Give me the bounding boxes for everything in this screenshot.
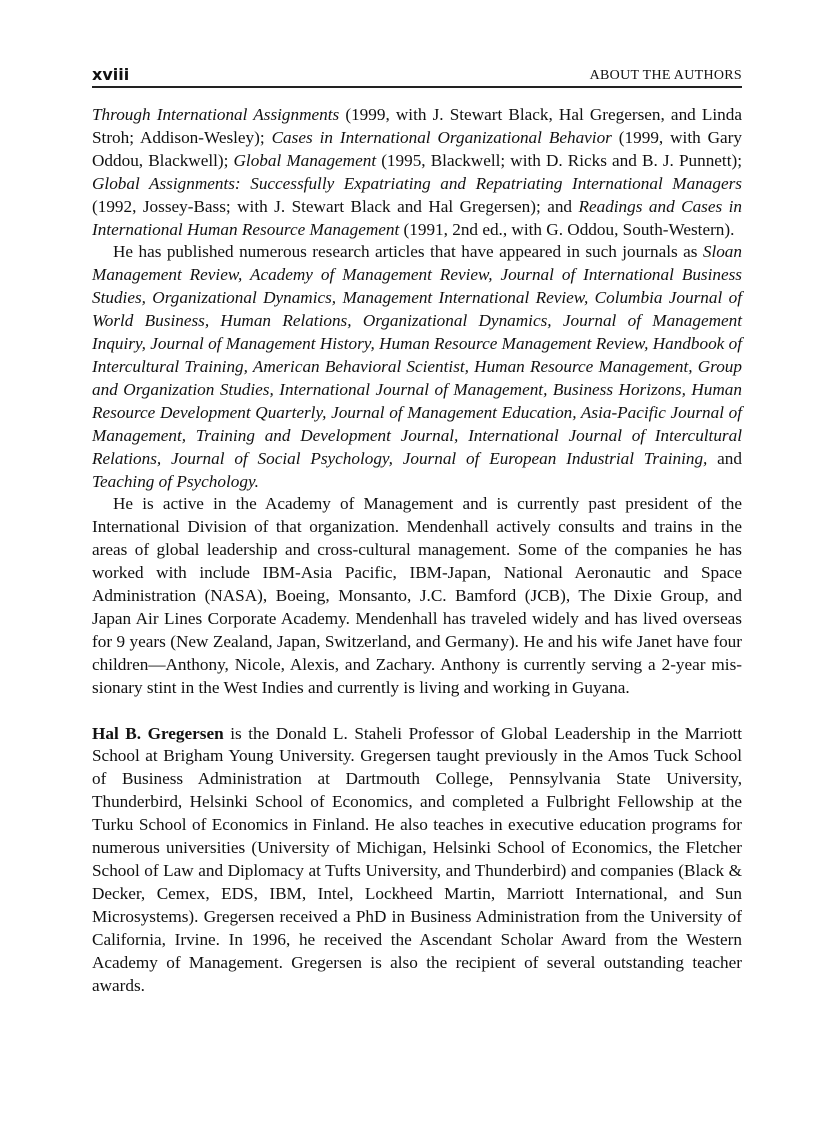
italic-title: Teaching of Psychology. [92,471,259,491]
text-run: and [707,448,742,468]
paragraph-gregersen-bio [92,723,742,998]
running-header [92,64,742,88]
text-run: (1995, Blackwell; with D. Ricks and B. J. Punnett); [376,150,742,170]
text-run: He has published numerous research articles that have appeared in such journals as [113,242,703,262]
text-run: He is active in the Academy of Management and is currently past president of the International Division of that organization. Mendenhall actively consults and trains in the areas of global leadership and cross-cultural management. Some of the companies he has worked with include IBM-Asia Pacific, IBM-Japan, National Aeronautic and Space Administration (NASA), Boeing, Monsanto, J.C. Bamford (JCB), The Dixie Group, and Japan Air Lines Corporate Academy. Mendenhall has traveled widely and has lived overseas for 9 years (New Zealand, Japan, Switzerland, and Germany). He and his wife Janet have four children—Anthony, Nicole, Alexis, and Zachary. Anthony is currently serving a 2-year missionary stint in the West Indies and currently is living and working in Guyana. [92,494,742,697]
page-number: xviii [92,65,130,84]
author-name: Hal B. Gregersen [92,723,224,743]
italic-title: Through International Assignments [92,105,340,124]
text-run: is the Donald L. Staheli Professor of Global Leadership in the Marriott School at Brigham Young University. Gregersen taught previously in the Amos Tuck School of Business Administration at Dartmouth College, Pennsylvania State University, Thunderbird, Helsinki School of Economics, and completed a Fulbright Fellowship at the Turku School of Economics in Finland. He also teaches in executive education programs for numerous universities (University of Michigan, Helsinki School of Economics, the Fletcher School of Law and Diplomacy at Tufts University, and Thunderbird) and companies (Black & Decker, Cemex, EDS, IBM, Intel, Lockheed Martin, Marriott International, and Sun Microsystems). Gregersen received a PhD in Business Administration from the University of California, Irvine. In 1996, he received the Ascendant Scholar Award from the Western Academy of Management. Gregersen is also the recipient of several outstanding teacher awards. [92,723,743,995]
body-text [92,104,742,997]
document-page [92,64,742,997]
italic-title: Readings and Cases in International Human Resource Management [92,196,743,239]
section-title: ABOUT THE AUTHORS [589,68,742,83]
italic-title: Global Management [233,150,377,170]
text-run: (1999, with Gary Oddou, Blackwell); [92,127,742,170]
text-run: (1991, 2nd ed., with G. Oddou, South-Western). [399,219,735,239]
italic-title: Sloan Management Review, Academy of Management Review, Journal of International Business Studies, Organizational Dynamics, Management International Review, Columbia Journal of World Business, Human Relations, Organizational Dynamics, Journal of Management Inquiry, Journal of Management History, Human Resource Management Review, Handbook of Intercultural Training, American Behavioral Scientist, Human Resource Management, Group and Organization Studies, International Journal of Management, Business Horizons, Human Resource Development Quarterly, Journal of Management Education, Asia-Pacific Journal of Management, Training and Development Journal, International Journal of Intercultural Relations, Journal of Social Psychology, Journal of European Industrial Training, [92,242,742,468]
text-run: (1999, with J. Stewart Black, Hal Gregersen, and Linda Stroh; Addison-Wesley); [92,105,742,147]
text-run: (1992, Jossey-Bass; with J. Stewart Black and Hal Gregersen); and [92,196,579,216]
paragraph-journals [92,241,742,493]
paragraph-books [92,104,742,241]
italic-title: Global Assignments: Successfully Expatriating and Repatriating International Managers [92,173,742,193]
italic-title: Cases in International Organizational Behavior [271,127,612,147]
paragraph-activities [92,493,742,699]
